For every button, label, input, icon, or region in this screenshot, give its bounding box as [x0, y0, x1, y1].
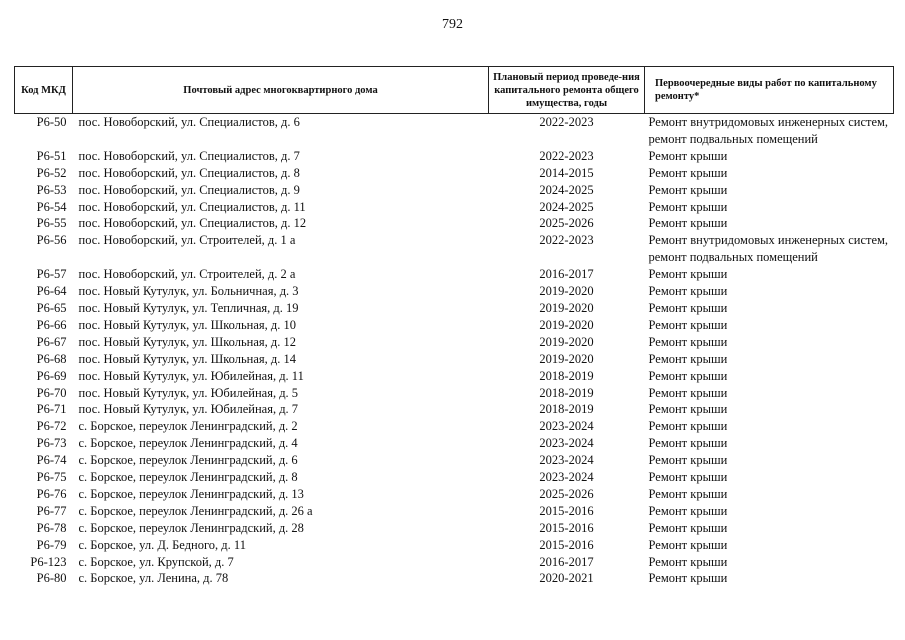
cell-address: с. Борское, ул. Крупской, д. 7: [78, 554, 234, 569]
cell-code: Р6-79: [36, 537, 67, 552]
cell-works: [645, 199, 894, 216]
cell-period: 2023-2024: [539, 436, 594, 451]
cell-works: [645, 283, 894, 300]
cell-works: [645, 520, 894, 537]
cell-code: Р6-65: [36, 300, 67, 315]
table-row: [15, 537, 894, 554]
cell-address: пос. Новоборский, ул. Специалистов, д. 6: [78, 115, 300, 129]
works-line: Ремонт внутридомовых инженерных систем,: [648, 233, 889, 248]
works-line: Ремонт крыши: [648, 182, 728, 197]
cell-code: Р6-67: [36, 334, 67, 349]
cell-works: [645, 215, 894, 232]
cell-address: пос. Новый Кутулук, ул. Юбилейная, д. 7: [78, 402, 299, 417]
header-period: Плановый период проведе-ния капитального ремонта общего имущества, годы: [489, 67, 645, 114]
cell-period: 2024-2025: [539, 199, 594, 214]
cell-code: Р6-78: [36, 520, 67, 535]
table-row: [15, 317, 894, 334]
cell-code: Р6-53: [36, 182, 67, 197]
cell-code: Р6-68: [36, 351, 67, 366]
cell-address: с. Борское, переулок Ленинградский, д. 13: [78, 486, 304, 501]
works-line: ремонт подвальных помещений: [648, 131, 818, 146]
works-line: Ремонт крыши: [648, 351, 728, 366]
cell-period: 2023-2024: [539, 470, 594, 485]
works-line: Ремонт крыши: [648, 317, 728, 332]
table-row: [15, 520, 894, 537]
works-line: Ремонт крыши: [648, 402, 728, 417]
table-row: [15, 300, 894, 317]
table-row: [15, 334, 894, 351]
cell-works: [645, 368, 894, 385]
cell-code: Р6-74: [36, 453, 67, 468]
table-row: [15, 232, 894, 266]
cell-code: Р6-69: [36, 368, 67, 383]
cell-period: 2019-2020: [539, 334, 594, 349]
table-row: [15, 418, 894, 435]
works-line: Ремонт крыши: [648, 368, 728, 383]
works-line: Ремонт крыши: [648, 453, 728, 468]
cell-code: Р6-70: [36, 385, 67, 400]
works-line: Ремонт крыши: [648, 486, 728, 501]
cell-address: с. Борское, переулок Ленинградский, д. 4: [78, 436, 298, 451]
cell-address: пос. Новоборский, ул. Специалистов, д. 11: [78, 199, 306, 214]
cell-works: [645, 266, 894, 283]
table-row: [15, 435, 894, 452]
cell-works: [645, 537, 894, 554]
cell-period: 2025-2026: [539, 486, 594, 501]
works-line: Ремонт крыши: [648, 571, 728, 586]
works-line: Ремонт крыши: [648, 165, 728, 180]
cell-code: Р6-77: [36, 503, 67, 518]
cell-code: Р6-56: [36, 233, 67, 248]
cell-address: с. Борское, переулок Ленинградский, д. 6: [78, 453, 298, 468]
cell-period: 2019-2020: [539, 317, 594, 332]
works-line: Ремонт крыши: [648, 300, 728, 315]
works-line: Ремонт крыши: [648, 148, 728, 163]
table-row: [15, 486, 894, 503]
cell-period: 2023-2024: [539, 453, 594, 468]
works-line: Ремонт крыши: [648, 419, 728, 434]
table-row: [15, 182, 894, 199]
page-number: 792: [442, 17, 463, 32]
table-row: [15, 368, 894, 385]
header-works: Первоочередные виды работ по капитальному ремонту*: [645, 67, 894, 114]
table-row: [15, 266, 894, 283]
cell-works: [645, 418, 894, 435]
cell-address: пос. Новоборский, ул. Специалистов, д. 7: [78, 148, 300, 163]
cell-period: 2016-2017: [539, 554, 594, 569]
cell-code: Р6-66: [36, 317, 67, 332]
cell-period: 2018-2019: [539, 368, 594, 383]
cell-works: [645, 317, 894, 334]
table-row: [15, 148, 894, 165]
table-row: [15, 452, 894, 469]
cell-works: [645, 300, 894, 317]
cell-period: 2019-2020: [539, 351, 594, 366]
cell-period: 2022-2023: [539, 115, 594, 129]
cell-works: [645, 452, 894, 469]
cell-works: [645, 554, 894, 571]
cell-works: [645, 148, 894, 165]
cell-code: Р6-64: [36, 284, 67, 299]
table-header: [15, 67, 894, 114]
cell-works: [645, 232, 894, 266]
works-line: Ремонт крыши: [648, 385, 728, 400]
cell-code: Р6-76: [36, 486, 67, 501]
cell-works: [645, 401, 894, 418]
cell-works: [645, 182, 894, 199]
cell-works: [645, 165, 894, 182]
cell-address: пос. Новоборский, ул. Специалистов, д. 12: [78, 216, 307, 231]
works-line: Ремонт крыши: [648, 216, 728, 231]
works-line: Ремонт крыши: [648, 436, 728, 451]
cell-address: пос. Новоборский, ул. Строителей, д. 2 а: [78, 267, 296, 282]
cell-period: 2020-2021: [539, 571, 594, 586]
repair-plan-table: [14, 66, 894, 587]
cell-period: 2018-2019: [539, 402, 594, 417]
works-line: ремонт подвальных помещений: [648, 250, 818, 265]
cell-works: [645, 570, 894, 587]
cell-code: Р6-57: [36, 267, 67, 282]
works-line: Ремонт крыши: [648, 267, 728, 282]
cell-address: пос. Новый Кутулук, ул. Больничная, д. 3: [78, 284, 299, 299]
cell-address: пос. Новый Кутулук, ул. Юбилейная, д. 5: [78, 385, 299, 400]
cell-period: 2019-2020: [539, 300, 594, 315]
table-body: [15, 114, 894, 588]
cell-works: [645, 435, 894, 452]
table-row: [15, 401, 894, 418]
header-code: Код МКД: [15, 67, 73, 114]
works-line: Ремонт крыши: [648, 199, 728, 214]
cell-code: Р6-72: [36, 419, 67, 434]
table-row: [15, 283, 894, 300]
cell-address: с. Борское, переулок Ленинградский, д. 2: [78, 419, 298, 434]
cell-period: 2022-2023: [539, 148, 594, 163]
cell-address: с. Борское, переулок Ленинградский, д. 28: [78, 520, 304, 535]
table-row: [15, 351, 894, 368]
table-row: [15, 503, 894, 520]
cell-period: 2015-2016: [539, 537, 594, 552]
cell-works: [645, 351, 894, 368]
cell-address: пос. Новый Кутулук, ул. Тепличная, д. 19: [78, 300, 299, 315]
works-line: Ремонт крыши: [648, 520, 728, 535]
cell-address: пос. Новоборский, ул. Строителей, д. 1 а: [78, 233, 296, 248]
works-line: Ремонт крыши: [648, 554, 728, 569]
cell-code: Р6-71: [36, 402, 67, 417]
works-line: Ремонт крыши: [648, 503, 728, 518]
cell-period: 2015-2016: [539, 503, 594, 518]
cell-code: Р6-75: [36, 470, 67, 485]
cell-period: 2018-2019: [539, 385, 594, 400]
cell-works: [645, 385, 894, 402]
cell-period: 2014-2015: [539, 165, 594, 180]
cell-period: 2024-2025: [539, 182, 594, 197]
cell-address: пос. Новоборский, ул. Специалистов, д. 8: [78, 165, 300, 180]
cell-period: 2016-2017: [539, 267, 594, 282]
cell-address: пос. Новый Кутулук, ул. Школьная, д. 12: [78, 334, 297, 349]
cell-code: Р6-52: [36, 165, 67, 180]
cell-code: Р6-54: [36, 199, 67, 214]
table-row: [15, 570, 894, 587]
table-row: [15, 199, 894, 216]
cell-code: Р6-80: [36, 571, 67, 586]
cell-works: [645, 503, 894, 520]
table-row: [15, 114, 894, 148]
works-line: Ремонт крыши: [648, 537, 728, 552]
cell-works: [645, 114, 894, 148]
cell-period: 2023-2024: [539, 419, 594, 434]
cell-address: с. Борское, ул. Д. Бедного, д. 11: [78, 537, 246, 552]
cell-period: 2015-2016: [539, 520, 594, 535]
cell-code: Р6-51: [36, 148, 67, 163]
cell-address: с. Борское, переулок Ленинградский, д. 26 а: [78, 503, 313, 518]
table-row: [15, 469, 894, 486]
table-row: [15, 215, 894, 232]
cell-period: 2025-2026: [539, 216, 594, 231]
cell-address: пос. Новый Кутулук, ул. Школьная, д. 14: [78, 351, 297, 366]
works-line: Ремонт крыши: [648, 334, 728, 349]
cell-address: пос. Новоборский, ул. Специалистов, д. 9: [78, 182, 300, 197]
works-line: Ремонт внутридомовых инженерных систем,: [648, 115, 889, 129]
cell-code: Р6-73: [36, 436, 67, 451]
header-address: Почтовый адрес многоквартирного дома: [73, 67, 489, 114]
works-line: Ремонт крыши: [648, 470, 728, 485]
cell-address: с. Борское, ул. Ленина, д. 78: [78, 571, 229, 586]
cell-code: Р6-55: [36, 216, 67, 231]
cell-works: [645, 486, 894, 503]
cell-period: 2019-2020: [539, 284, 594, 299]
table-row: [15, 554, 894, 571]
table-row: [15, 385, 894, 402]
cell-period: 2022-2023: [539, 233, 594, 248]
cell-works: [645, 469, 894, 486]
table-row: [15, 165, 894, 182]
cell-address: пос. Новый Кутулук, ул. Юбилейная, д. 11: [78, 368, 304, 383]
cell-works: [645, 334, 894, 351]
works-line: Ремонт крыши: [648, 284, 728, 299]
cell-address: пос. Новый Кутулук, ул. Школьная, д. 10: [78, 317, 297, 332]
cell-address: с. Борское, переулок Ленинградский, д. 8: [78, 470, 298, 485]
cell-code: Р6-50: [36, 115, 67, 129]
cell-code: Р6-123: [30, 554, 67, 569]
